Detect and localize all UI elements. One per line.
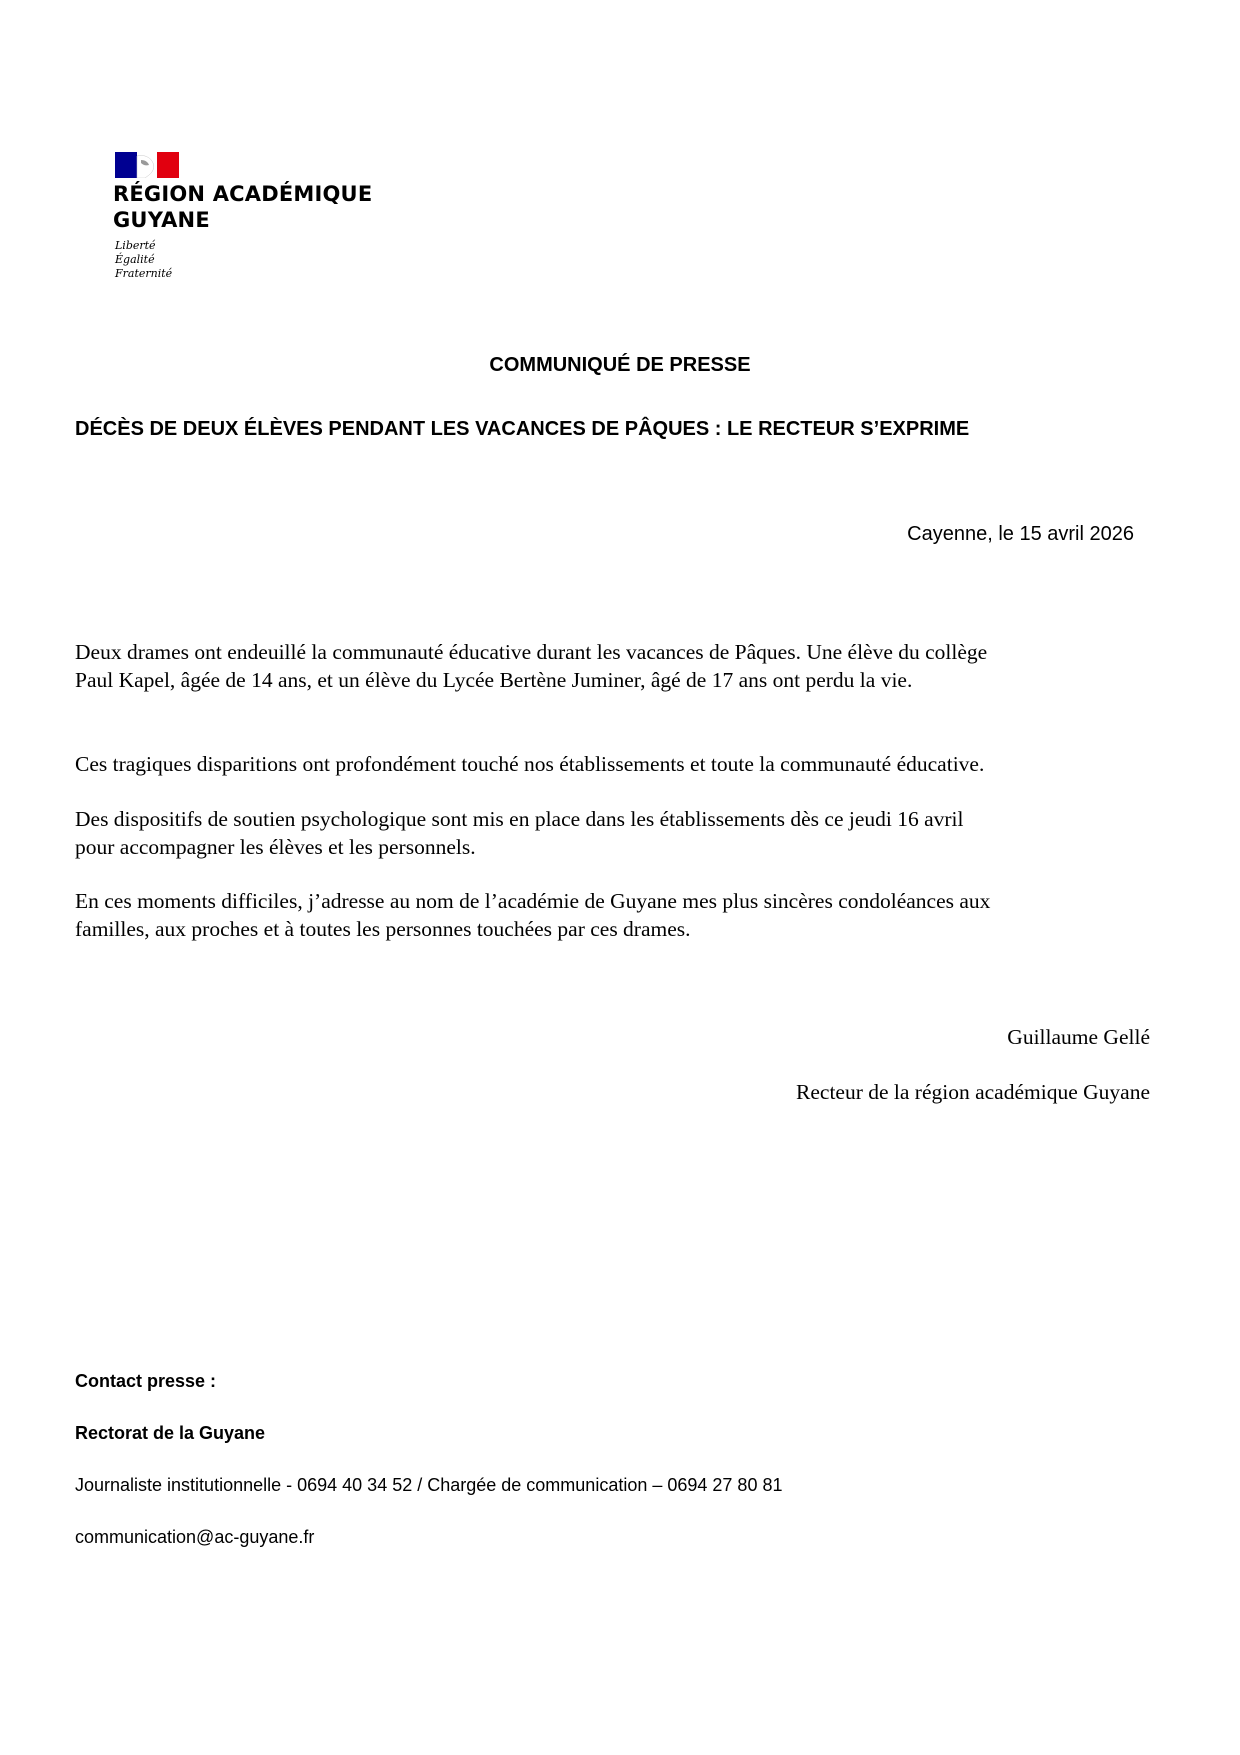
- paragraph-line: familles, aux proches et à toutes les personnes touchées par ces drames.: [75, 917, 691, 941]
- document-type-title: COMMUNIQUÉ DE PRESSE: [489, 354, 751, 376]
- paragraph-line: pour accompagner les élèves et les personnels.: [75, 835, 476, 859]
- paragraph-line: En ces moments difficiles, j’adresse au nom de l’académie de Guyane mes plus sincères condoléances aux: [75, 889, 991, 913]
- date-line: Cayenne, le 15 avril 2026: [907, 523, 1134, 545]
- paragraph-line: Des dispositifs de soutien psychologique sont mis en place dans les établissements dès ce jeudi 16 avril: [75, 807, 964, 831]
- paragraph-line: Deux drames ont endeuillé la communauté éducative durant les vacances de Pâques. Une élève du collège: [75, 640, 988, 664]
- paragraph-line: Ces tragiques disparitions ont profondément touché nos établissements et toute la communauté éducative.: [75, 752, 985, 776]
- logo-name-line2: GUYANE: [113, 208, 210, 232]
- motto-fraternite: Fraternité: [115, 267, 173, 280]
- logo-motto: [115, 239, 172, 281]
- paragraph-line: Paul Kapel, âgée de 14 ans, et un élève du Lycée Bertène Juminer, âgé de 17 ans ont perdu la vie.: [75, 668, 913, 692]
- contact-heading: Contact presse :: [75, 1371, 217, 1391]
- logo-name-line1: RÉGION ACADÉMIQUE: [113, 182, 373, 206]
- contact-email: communication@ac-guyane.fr: [75, 1527, 315, 1547]
- signatory-name: Guillaume Gellé: [1007, 1025, 1150, 1049]
- paragraph-3: [75, 805, 1150, 861]
- marianne-icon: [115, 152, 179, 178]
- motto-egalite: Égalité: [115, 253, 155, 266]
- headline: DÉCÈS DE DEUX ÉLÈVES PENDANT LES VACANCES DE PÂQUES : LE RECTEUR S’EXPRIME: [75, 418, 970, 440]
- paragraph-2: [75, 750, 1150, 778]
- signatory-title: Recteur de la région académique Guyane: [796, 1080, 1150, 1104]
- contact-phones: Journaliste institutionnelle - 0694 40 34 52 / Chargée de communication – 0694 27 80 81: [75, 1475, 783, 1495]
- logo-name: [113, 181, 372, 233]
- paragraph-1: [75, 638, 1150, 694]
- motto-liberte: Liberté: [115, 239, 156, 252]
- paragraph-4: [75, 887, 1150, 943]
- contact-organization: Rectorat de la Guyane: [75, 1423, 266, 1443]
